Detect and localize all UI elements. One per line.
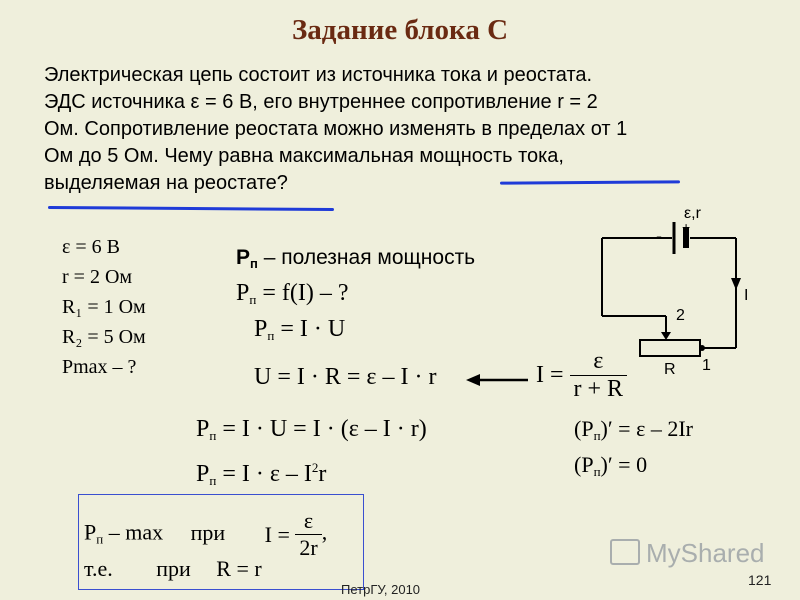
answer-line-2: т.е. при R = r: [84, 556, 262, 581]
formula-voltage: U = I · R = ε – I · r: [254, 364, 437, 390]
circuit-label-minus: -: [656, 226, 662, 246]
slide-title: Задание блока С: [291, 14, 509, 46]
problem-line: ЭДС источника ε = 6 В, его внутреннее сопротивление r = 2: [44, 91, 598, 113]
problem-line: Ом до 5 Ом. Чему равна максимальная мощность тока,: [44, 145, 564, 167]
formula-derivative: $(P_п)' = \varepsilon - 2Ir$: [574, 416, 693, 443]
given-item: ε = 6 В: [62, 236, 121, 258]
arrow-left-icon: [466, 372, 530, 388]
formula-power-function: $P_п = f(I)$ – ?: [236, 280, 349, 307]
heading-sub: п: [250, 256, 258, 271]
answer-line-1: $P_п$ – max при I = $\frac{\varepsilon}{2r}$ ,: [84, 508, 328, 560]
useful-power-heading: [236, 246, 475, 271]
presentation-icon: [610, 539, 640, 565]
footer-text: ПетрГУ, 2010: [341, 582, 421, 597]
problem-line: Электрическая цепь состоит из источника тока и реостата.: [44, 64, 593, 86]
circuit-label-r: R: [664, 361, 676, 378]
heading-symbol: P: [236, 246, 251, 269]
given-item: R₁ = 1 Ом: [62, 296, 146, 318]
heading-text: – полезная мощность: [257, 246, 476, 269]
given-item: r = 2 Ом: [62, 266, 133, 288]
given-item: Pmax – ?: [62, 356, 137, 378]
circuit-label-emf: ε,r: [684, 205, 701, 222]
formula-power-iu: $P_п = I \cdot U$: [254, 316, 346, 343]
problem-line: Ом. Сопротивление реостата можно изменять в пределах от 1: [44, 118, 628, 140]
circuit-diagram: [596, 200, 756, 390]
circuit-label-2: 2: [676, 307, 685, 324]
formula-current: I = $\frac{\varepsilon}{r + R}$: [536, 348, 627, 403]
formula-derivative-zero: $(P_п)' = 0$: [574, 452, 648, 479]
highlight-underline: [48, 206, 334, 211]
given-list: [62, 232, 146, 382]
formula-power-quadratic: $P_п = I \cdot \varepsilon - I^2r$: [196, 460, 327, 488]
circuit-label-plus: +: [682, 219, 691, 235]
circuit-label-current: I: [744, 287, 749, 304]
watermark-logo: MyShared: [610, 538, 765, 569]
page-number: 121: [748, 572, 772, 588]
problem-line: выделяемая на реостате?: [44, 172, 288, 194]
formula-power-expanded: $P_п = I \cdot U = I \cdot (\varepsilon - I \cdot r)$: [196, 416, 427, 443]
given-item: R₂ = 5 Ом: [62, 326, 146, 348]
problem-statement: [44, 62, 764, 197]
circuit-label-1: 1: [702, 357, 711, 374]
